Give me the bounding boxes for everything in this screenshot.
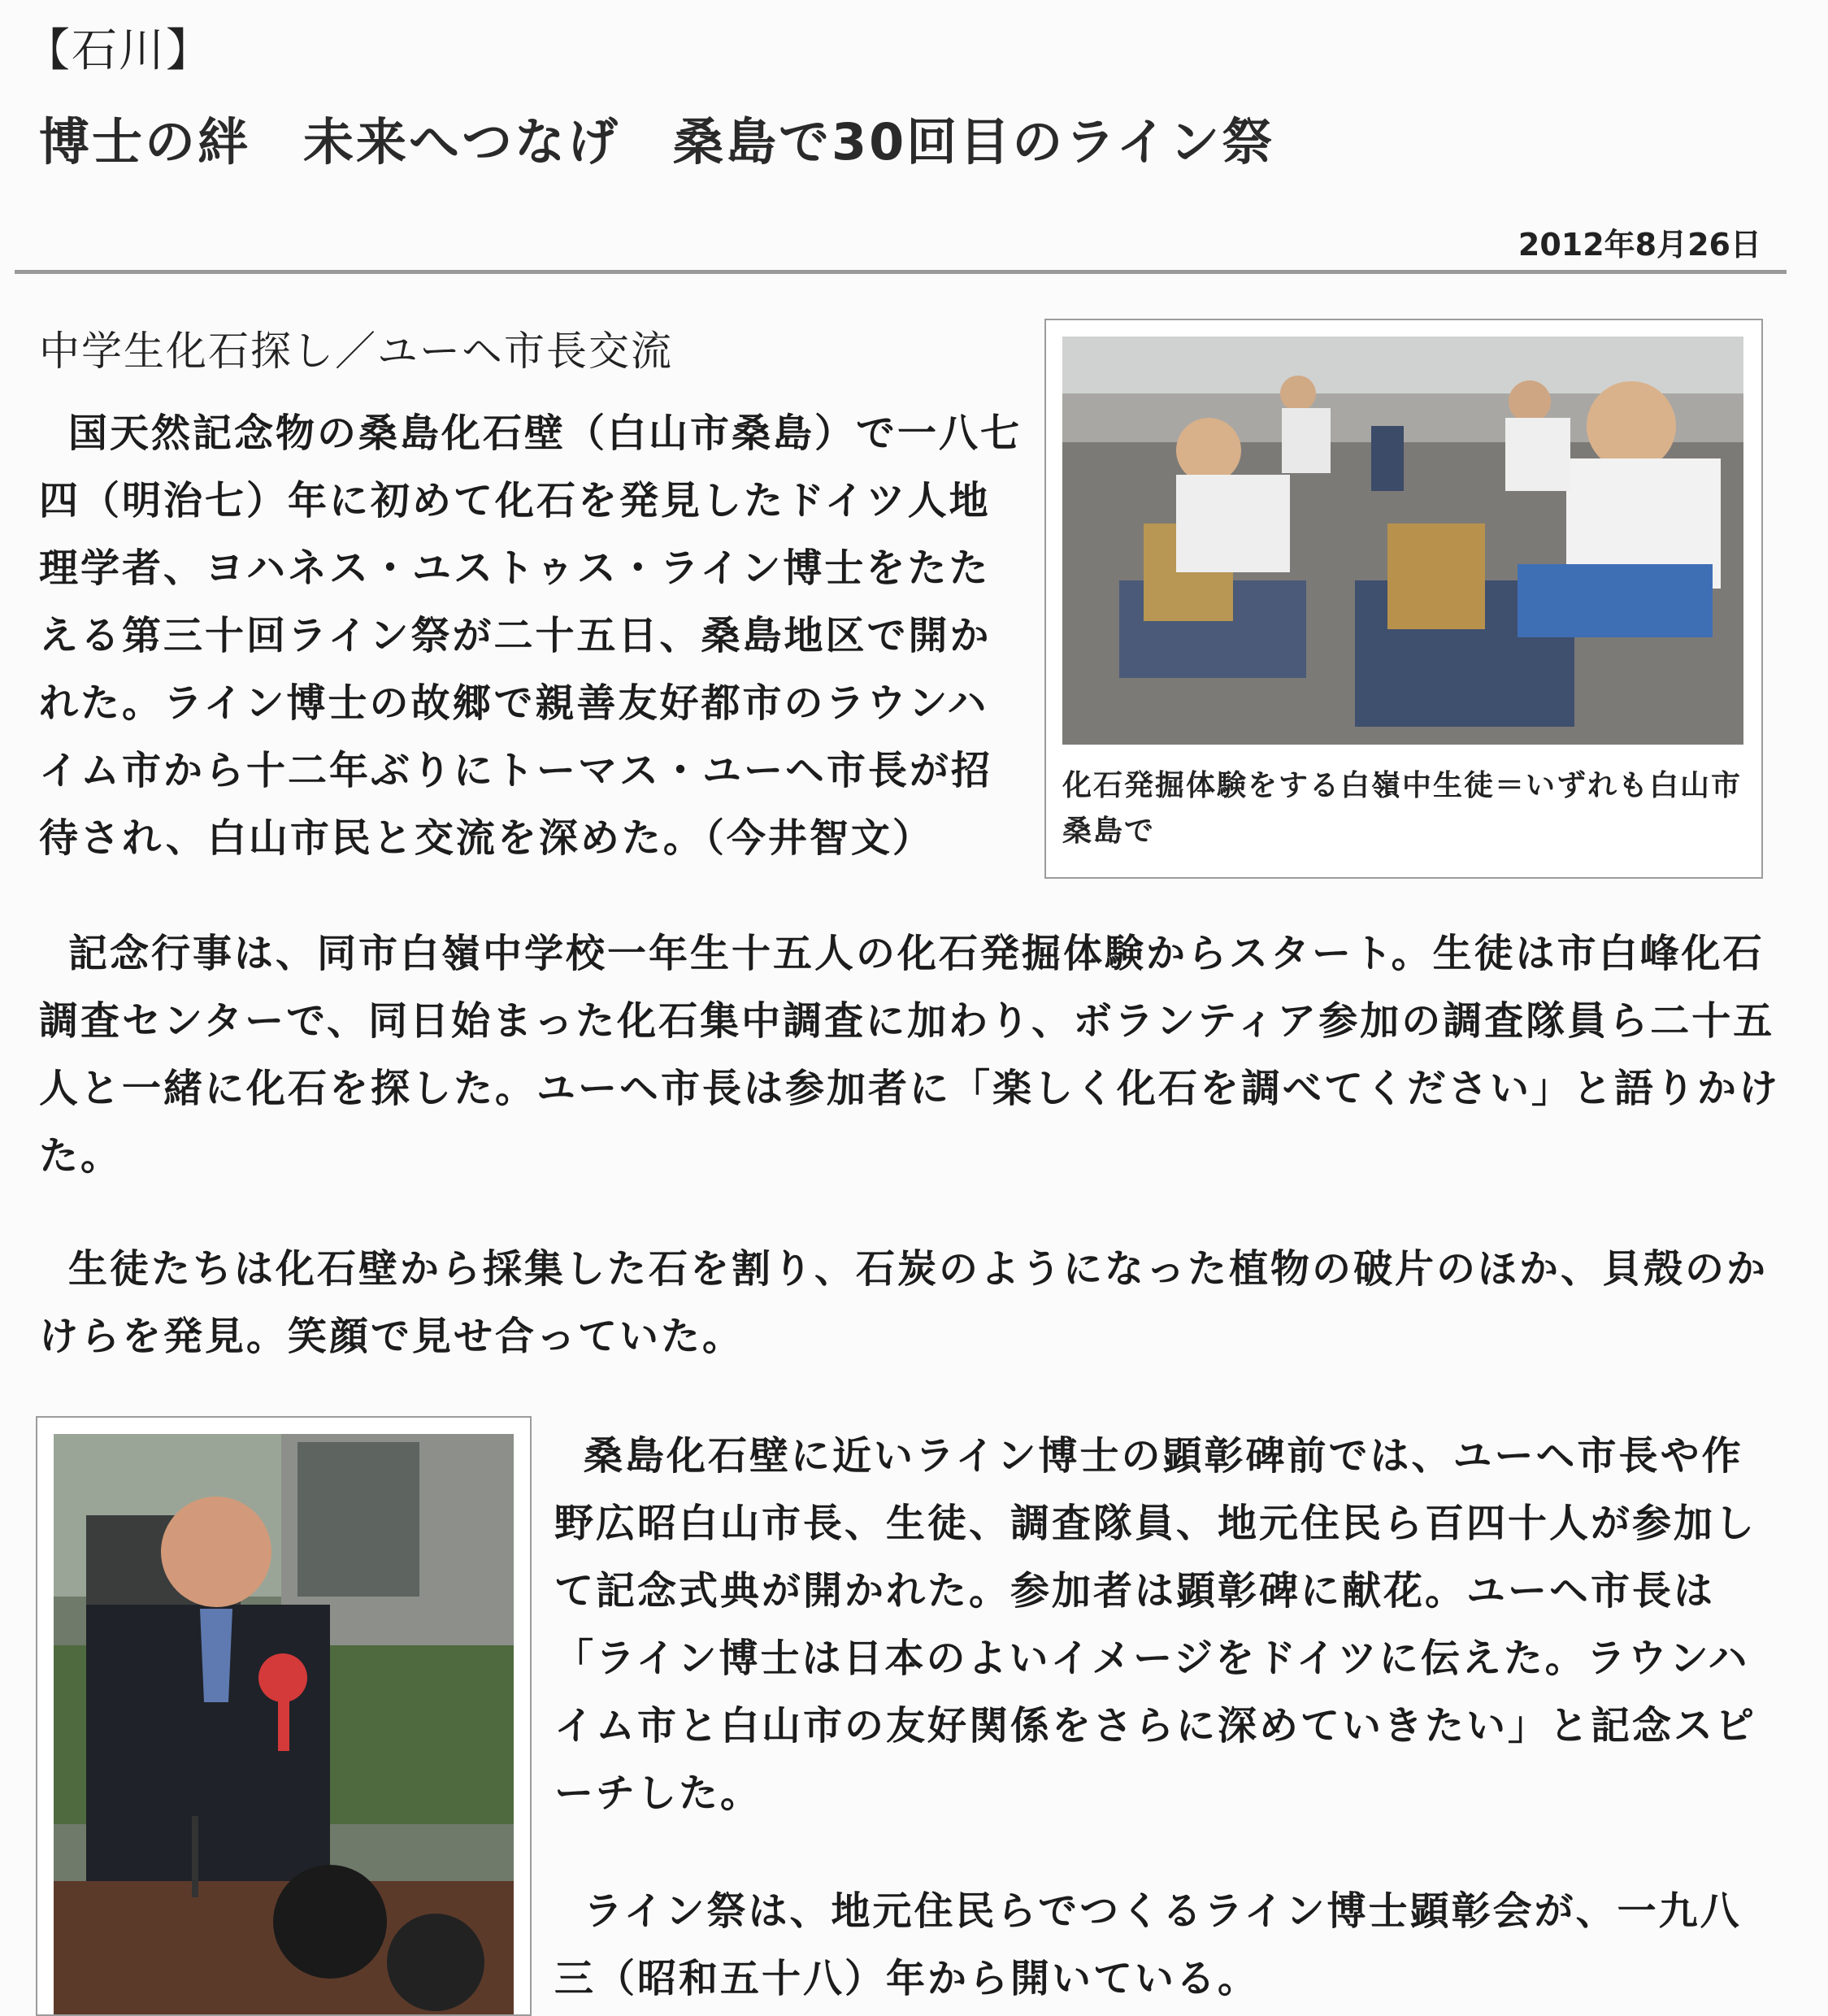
- headline: 博士の絆 未来へつなげ 桑島で30回目のライン祭: [39, 112, 1275, 172]
- photo-figure-students: [1044, 319, 1763, 879]
- article-paragraph-4: 桑島化石壁に近いライン博士の顕彰碑前では、ユーヘ市長や作野広昭白山市長、生徒、調査隊員、地元住民ら百四十人が参加して記念式典が開かれた。参加者は顕彰碑に献花。ユーヘ市長は「ライン博士は日本のよいイメージをドイツに伝えた。ラウンハイム市と白山市の友好関係をさらに深めていきたい」と記念スピーチした。: [554, 1433, 1757, 1816]
- region-label: 【石川】: [24, 24, 213, 77]
- header-divider: [15, 270, 1787, 274]
- publish-date: 2012年8月26日: [1518, 227, 1761, 263]
- photo-caption: 化石発掘体験をする白嶺中生徒＝いずれも白山市桑島で: [1062, 769, 1743, 848]
- article-paragraph-3: 生徒たちは化石壁から採集した石を割り、石炭のようになった植物の破片のほか、貝殻のかけらを発見。笑顔で見せ合っていた。: [39, 1246, 1769, 1359]
- subheadline: 中学生化石探し／ユーヘ市長交流: [39, 328, 673, 375]
- article-paragraph-1: 国天然記念物の桑島化石壁（白山市桑島）で一八七四（明治七）年に初めて化石を発見したドイツ人地理学者、ヨハネス・ユストゥス・ライン博士をたたえる第三十回ライン祭が二十五日、桑島地区で開かれた。ライン博士の故郷で親善友好都市のラウンハイム市から十二年ぶりにトーマス・ユーヘ市長が招待され、白山市民と交流を深めた。（今井智文）: [39, 411, 1023, 861]
- students-digging-photo: [1062, 337, 1743, 745]
- article-paragraph-5: ライン祭は、地元住民らでつくるライン博士顕彰会が、一九八三（昭和五十八）年から開いている。: [554, 1888, 1742, 2001]
- photo-figure-mayor: [36, 1416, 532, 2016]
- article-paragraph-2: 記念行事は、同市白嶺中学校一年生十五人の化石発掘体験からスタート。生徒は市白峰化石調査センターで、同日始まった化石集中調査に加わり、ボランティア参加の調査隊員ら二十五人と一緒に化石を探した。ユーヘ市長は参加者に「楽しく化石を調べてください」と語りかけた。: [39, 931, 1781, 1179]
- mayor-speech-photo: [54, 1434, 514, 2014]
